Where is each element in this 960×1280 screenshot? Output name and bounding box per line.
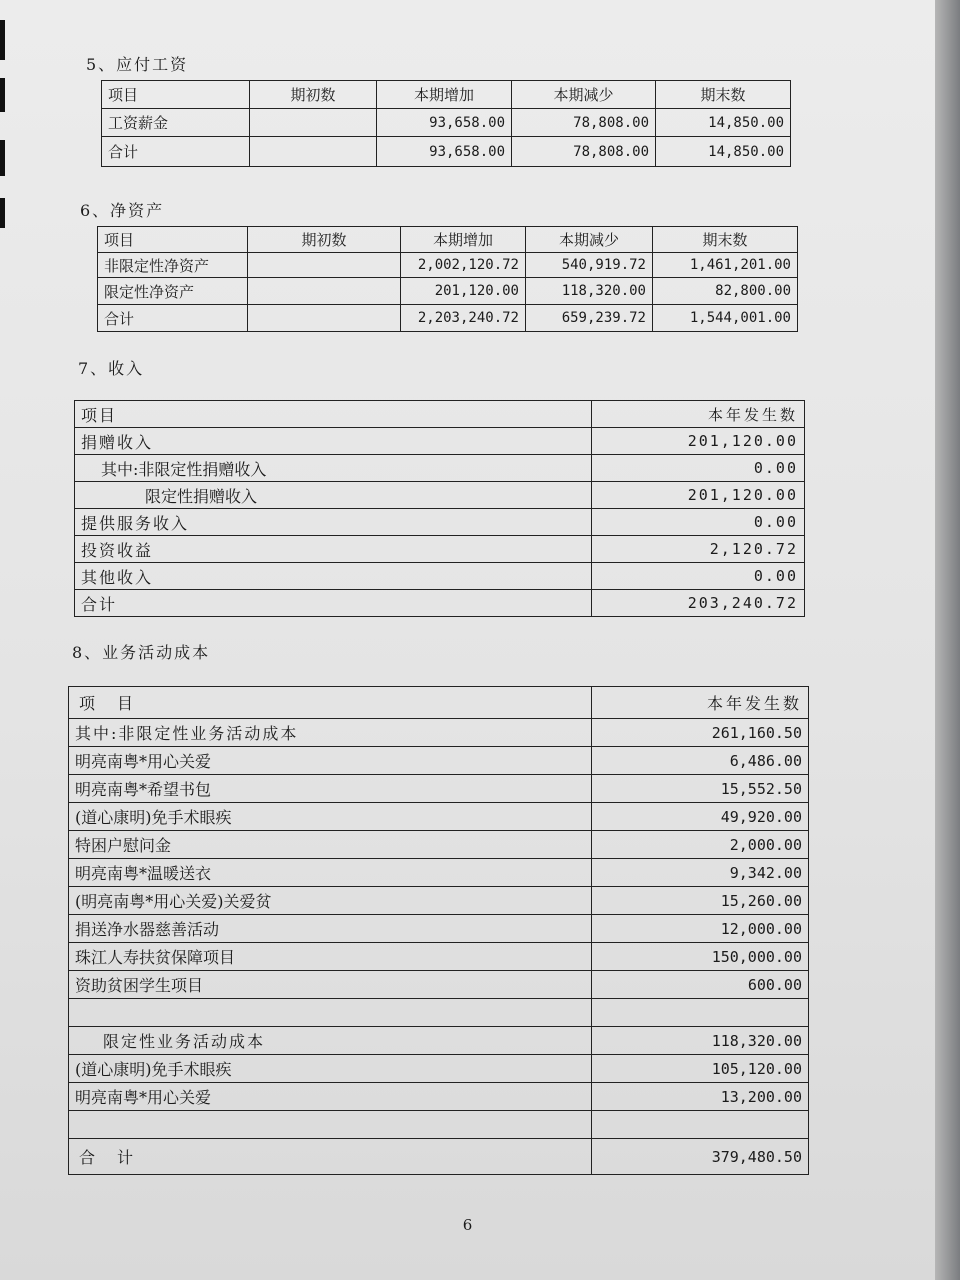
header-cell: 期初数 <box>250 81 377 109</box>
table-row <box>75 563 805 590</box>
item-cell: 明亮南粤*用心关爱 <box>69 1083 592 1111</box>
business-activity-cost-table <box>68 686 809 1175</box>
item-cell: 合计 <box>102 137 250 167</box>
section-7-title: 7、收入 <box>78 359 145 378</box>
item-cell: 明亮南粤*温暖送衣 <box>69 859 592 887</box>
header-cell: 本期减少 <box>526 227 653 253</box>
item-cell: 捐赠收入 <box>75 428 592 455</box>
amount-cell: 6,486.00 <box>592 747 809 775</box>
increase-cell: 2,203,240.72 <box>401 305 526 332</box>
amount-cell <box>592 1111 809 1139</box>
item-cell: 其他收入 <box>75 563 592 590</box>
decrease-cell: 540,919.72 <box>526 253 653 278</box>
opening-cell <box>250 109 377 137</box>
amount-cell: 105,120.00 <box>592 1055 809 1083</box>
amount-cell: 0.00 <box>592 563 805 590</box>
table-row <box>69 943 809 971</box>
closing-cell: 14,850.00 <box>656 137 791 167</box>
amount-cell: 49,920.00 <box>592 803 809 831</box>
table-row <box>75 482 805 509</box>
increase-cell: 93,658.00 <box>377 109 512 137</box>
item-cell: 特困户慰问金 <box>69 831 592 859</box>
binder-mark <box>0 78 5 112</box>
table-row <box>69 915 809 943</box>
page-number: 6 <box>462 1216 473 1234</box>
header-cell: 项 目 <box>69 687 592 719</box>
item-cell: (道心康明)免手术眼疾 <box>69 803 592 831</box>
table-row <box>75 428 805 455</box>
closing-cell: 14,850.00 <box>656 109 791 137</box>
opening-cell <box>248 278 401 305</box>
table-row <box>69 803 809 831</box>
decrease-cell: 78,808.00 <box>512 137 656 167</box>
binder-mark <box>0 198 5 228</box>
closing-cell: 1,544,001.00 <box>653 305 798 332</box>
header-cell: 本期增加 <box>401 227 526 253</box>
opening-cell <box>250 137 377 167</box>
table-header-row <box>75 401 805 428</box>
closing-cell: 1,461,201.00 <box>653 253 798 278</box>
item-cell: 其中:非限定性捐赠收入 <box>75 455 592 482</box>
header-cell: 本期增加 <box>377 81 512 109</box>
amount-cell: 15,260.00 <box>592 887 809 915</box>
amount-cell: 0.00 <box>592 509 805 536</box>
header-cell: 期初数 <box>248 227 401 253</box>
amount-cell <box>592 999 809 1027</box>
table-row <box>69 1055 809 1083</box>
amount-cell: 150,000.00 <box>592 943 809 971</box>
table-row <box>69 831 809 859</box>
section-8-title: 8、业务活动成本 <box>72 643 211 662</box>
table-row-empty <box>69 1111 809 1139</box>
increase-cell: 93,658.00 <box>377 137 512 167</box>
income-table <box>74 400 805 617</box>
section-5-title: 5、应付工资 <box>86 55 189 74</box>
decrease-cell: 118,320.00 <box>526 278 653 305</box>
amount-cell: 201,120.00 <box>592 482 805 509</box>
item-cell: 捐送净水器慈善活动 <box>69 915 592 943</box>
binder-mark <box>0 20 5 60</box>
table-header-row <box>69 687 809 719</box>
item-cell: 合计 <box>75 590 592 617</box>
item-cell: 其中:非限定性业务活动成本 <box>69 719 592 747</box>
header-cell: 期末数 <box>653 227 798 253</box>
item-cell: (明亮南粤*用心关爱)关爱贫 <box>69 887 592 915</box>
table-row-total <box>102 137 791 167</box>
increase-cell: 201,120.00 <box>401 278 526 305</box>
item-cell: 明亮南粤*希望书包 <box>69 775 592 803</box>
table-row-total <box>75 590 805 617</box>
decrease-cell: 78,808.00 <box>512 109 656 137</box>
page-edge-shadow <box>935 0 960 1280</box>
table-row <box>69 747 809 775</box>
table-row <box>69 719 809 747</box>
item-cell: (道心康明)免手术眼疾 <box>69 1055 592 1083</box>
table-row <box>69 887 809 915</box>
header-cell: 项目 <box>102 81 250 109</box>
table-row <box>75 455 805 482</box>
amount-cell: 2,120.72 <box>592 536 805 563</box>
net-assets-table <box>97 226 798 332</box>
table-row <box>69 1083 809 1111</box>
item-cell: 非限定性净资产 <box>98 253 248 278</box>
header-cell: 本年发生数 <box>592 687 809 719</box>
table-row <box>75 536 805 563</box>
item-cell: 明亮南粤*用心关爱 <box>69 747 592 775</box>
item-cell: 资助贫困学生项目 <box>69 971 592 999</box>
table-header-row <box>102 81 791 109</box>
amount-cell: 203,240.72 <box>592 590 805 617</box>
item-cell: 合计 <box>98 305 248 332</box>
header-cell: 本年发生数 <box>592 401 805 428</box>
table-row-total <box>98 305 798 332</box>
amount-cell: 15,552.50 <box>592 775 809 803</box>
table-header-row <box>98 227 798 253</box>
item-cell: 工资薪金 <box>102 109 250 137</box>
table-row <box>69 859 809 887</box>
item-cell: 限定性捐赠收入 <box>75 482 592 509</box>
item-cell: 提供服务收入 <box>75 509 592 536</box>
table-row <box>69 971 809 999</box>
header-cell: 项目 <box>75 401 592 428</box>
table-row <box>69 775 809 803</box>
table-row <box>102 109 791 137</box>
increase-cell: 2,002,120.72 <box>401 253 526 278</box>
table-row <box>75 509 805 536</box>
amount-cell: 379,480.50 <box>592 1139 809 1175</box>
item-cell: 限定性净资产 <box>98 278 248 305</box>
item-cell <box>69 999 592 1027</box>
item-cell: 限定性业务活动成本 <box>69 1027 592 1055</box>
section-6-title: 6、净资产 <box>80 201 165 220</box>
opening-cell <box>248 305 401 332</box>
amount-cell: 13,200.00 <box>592 1083 809 1111</box>
item-cell <box>69 1111 592 1139</box>
closing-cell: 82,800.00 <box>653 278 798 305</box>
amount-cell: 2,000.00 <box>592 831 809 859</box>
amount-cell: 0.00 <box>592 455 805 482</box>
binder-mark <box>0 140 5 176</box>
table-row <box>98 278 798 305</box>
table-row-empty <box>69 999 809 1027</box>
amount-cell: 118,320.00 <box>592 1027 809 1055</box>
table-row <box>69 1027 809 1055</box>
decrease-cell: 659,239.72 <box>526 305 653 332</box>
item-cell: 投资收益 <box>75 536 592 563</box>
header-cell: 项目 <box>98 227 248 253</box>
amount-cell: 9,342.00 <box>592 859 809 887</box>
opening-cell <box>248 253 401 278</box>
header-cell: 期末数 <box>656 81 791 109</box>
amount-cell: 12,000.00 <box>592 915 809 943</box>
header-cell: 本期减少 <box>512 81 656 109</box>
amount-cell: 201,120.00 <box>592 428 805 455</box>
item-cell: 合 计 <box>69 1139 592 1175</box>
item-cell: 珠江人寿扶贫保障项目 <box>69 943 592 971</box>
table-row-total <box>69 1139 809 1175</box>
amount-cell: 600.00 <box>592 971 809 999</box>
wages-payable-table <box>101 80 791 167</box>
table-row <box>98 253 798 278</box>
amount-cell: 261,160.50 <box>592 719 809 747</box>
